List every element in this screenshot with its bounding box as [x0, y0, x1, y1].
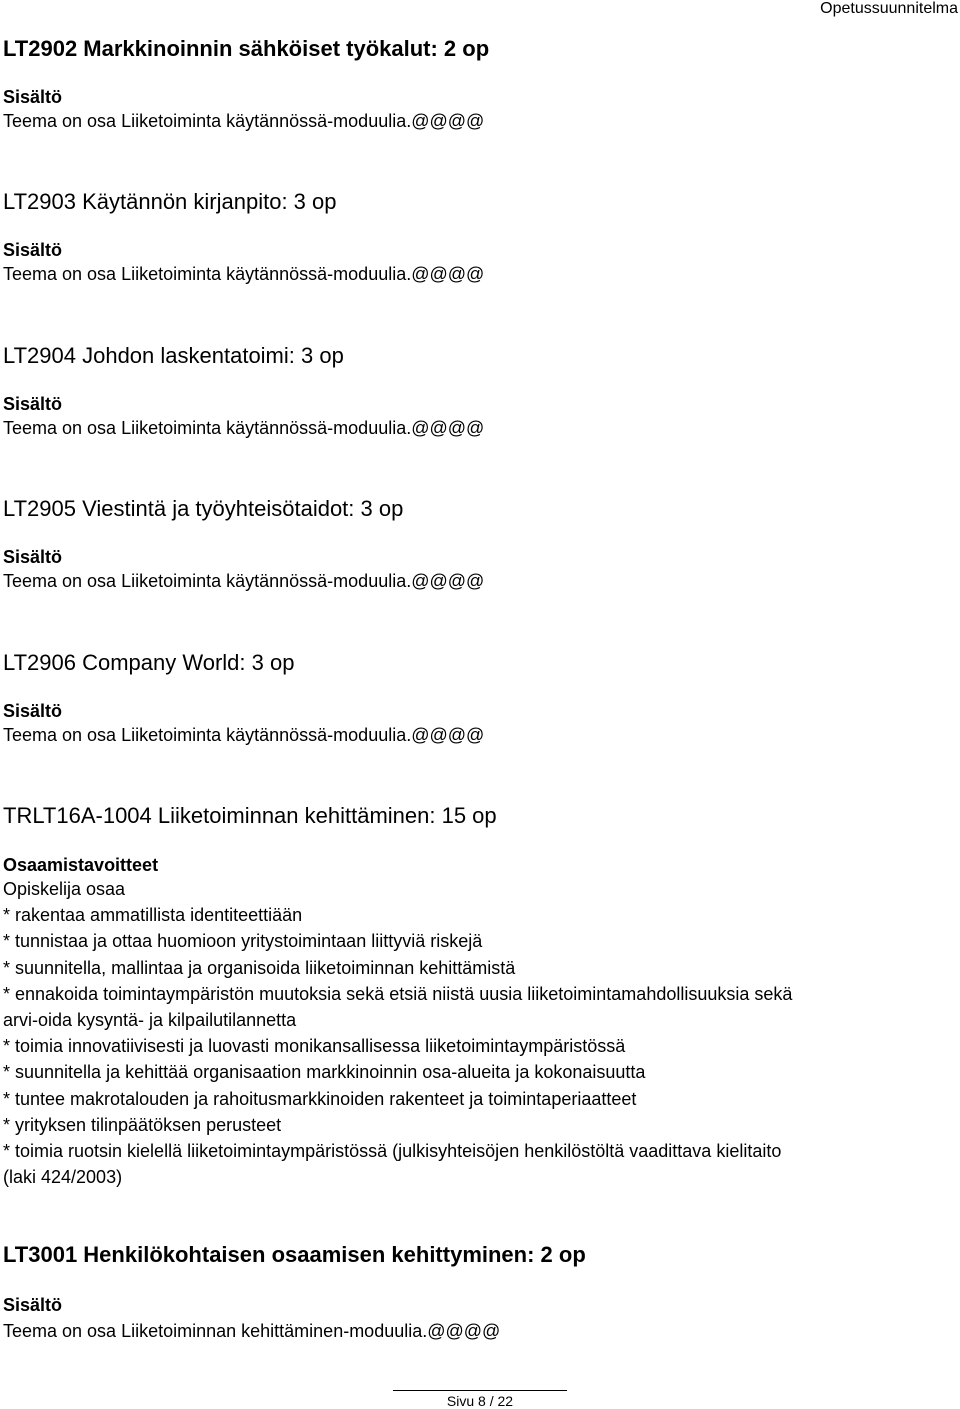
course-title: LT2903 Käytännön kirjanpito: 3 op [3, 189, 337, 214]
learning-outcome-line: * tuntee makrotalouden ja rahoitusmarkkinoiden rakenteet ja toimintaperiaatteet [3, 1088, 637, 1109]
section-text: Teema on osa Liiketoiminta käytännössä-moduulia.@@@@ [3, 111, 485, 131]
learning-outcome-line: arvi-oida kysyntä- ja kilpailutilannetta [3, 1010, 297, 1031]
section-subheading: Sisältö [3, 87, 63, 107]
learning-outcome-line: (laki 424/2003) [3, 1167, 123, 1188]
learning-outcome-line: * tunnistaa ja ottaa huomioon yritystoimintaan liittyviä riskejä [3, 931, 483, 952]
course-section [3, 36, 953, 134]
course-title: LT2905 Viestintä ja työyhteisötaidot: 3 op [3, 496, 404, 521]
page-number: Sivu 8 / 22 [446, 1393, 514, 1409]
learning-outcome-line: * ennakoida toimintaympäristön muutoksia sekä etsiä niistä uusia liiketoimintamahdollisuuksia sekä [3, 983, 793, 1004]
course-section [3, 650, 953, 748]
course-title: LT2904 Johdon laskentatoimi: 3 op [3, 343, 344, 368]
course-title: LT2902 Markkinoinnin sähköiset työkalut: 2 op [3, 36, 490, 61]
section-subheading: Sisältö [3, 1295, 63, 1315]
footer-divider [393, 1390, 567, 1391]
section-text: Teema on osa Liiketoiminta käytännössä-moduulia.@@@@ [3, 418, 485, 438]
section-subheading: Sisältö [3, 547, 63, 567]
learning-outcome-line: * yrityksen tilinpäätöksen perusteet [3, 1114, 282, 1135]
course-section [3, 1242, 953, 1344]
section-text: Teema on osa Liiketoiminta käytännössä-moduulia.@@@@ [3, 571, 485, 591]
section-text: Teema on osa Liiketoiminnan kehittäminen-moduulia.@@@@ [3, 1321, 501, 1341]
module-title: TRLT16A-1004 Liiketoiminnan kehittäminen: 15 op [3, 803, 497, 828]
learning-outcome-line: * toimia innovatiivisesti ja luovasti monikansallisessa liiketoimintaympäristössä [3, 1036, 626, 1057]
learning-outcomes-intro: Opiskelija osaa [3, 879, 126, 899]
course-title: LT2906 Company World: 3 op [3, 650, 295, 675]
module-section [3, 803, 953, 1190]
section-text: Teema on osa Liiketoiminta käytännössä-moduulia.@@@@ [3, 264, 485, 284]
course-title: LT3001 Henkilökohtaisen osaamisen kehittyminen: 2 op [3, 1242, 586, 1267]
course-section [3, 189, 953, 287]
course-section [3, 496, 953, 594]
section-text: Teema on osa Liiketoiminta käytännössä-moduulia.@@@@ [3, 725, 485, 745]
learning-outcome-line: * suunnitella, mallintaa ja organisoida liiketoiminnan kehittämistä [3, 957, 516, 978]
learning-outcome-line: * suunnitella ja kehittää organisaation markkinoinnin osa-alueita ja kokonaisuutta [3, 1062, 646, 1083]
section-subheading: Sisältö [3, 240, 63, 260]
section-subheading: Sisältö [3, 701, 63, 721]
section-subheading: Osaamistavoitteet [3, 855, 159, 875]
learning-outcome-line: * rakentaa ammatillista identiteettiään [3, 905, 303, 926]
learning-outcome-line: * toimia ruotsin kielellä liiketoimintaympäristössä (julkisyhteisöjen henkilöstöltä vaadittava kielitaito [3, 1141, 782, 1162]
document-header-label: Opetussuunnitelma [820, 0, 958, 17]
section-subheading: Sisältö [3, 394, 63, 414]
course-section [3, 343, 953, 441]
